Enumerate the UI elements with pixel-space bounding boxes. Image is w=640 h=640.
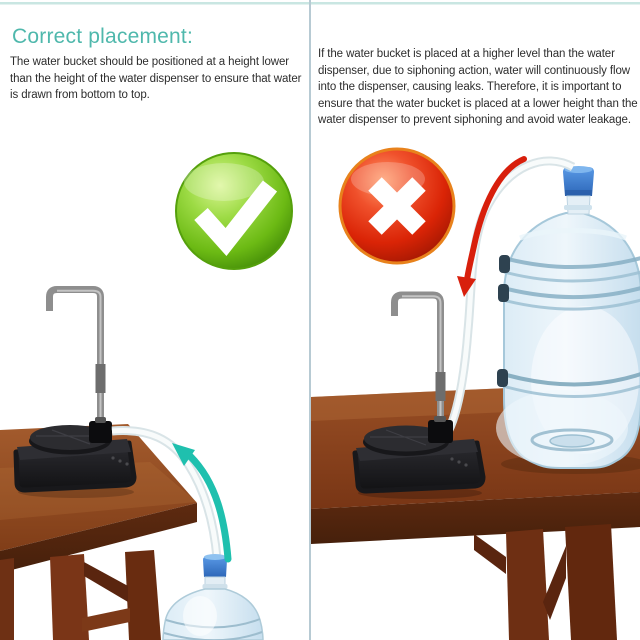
right-panel-description: If the water bucket is placed at a higher level than the water dispenser, due to siphoning action, water will continuously flow into the dispenser, causing leaks. Therefore, it is important to ensure that the water bucket is placed at a lower height than the water dispenser to prevent siphoning and avoid water leakage.	[318, 48, 638, 127]
green-check-icon	[176, 153, 292, 269]
top-border-line	[0, 2, 640, 5]
right-scene	[311, 149, 640, 640]
red-cross-icon	[340, 149, 454, 263]
left-panel-heading: Correct placement:	[12, 25, 194, 48]
left-scene	[0, 153, 292, 640]
right-water-bottle	[496, 166, 640, 474]
left-panel-description: The water bucket should be positioned at a height lower than the height of the water dispenser to ensure that water is drawn from bottom to top.	[10, 56, 302, 102]
gooseneck-spout	[50, 290, 101, 441]
left-water-bottle	[163, 554, 263, 640]
left-dispenser-pump	[16, 290, 134, 499]
